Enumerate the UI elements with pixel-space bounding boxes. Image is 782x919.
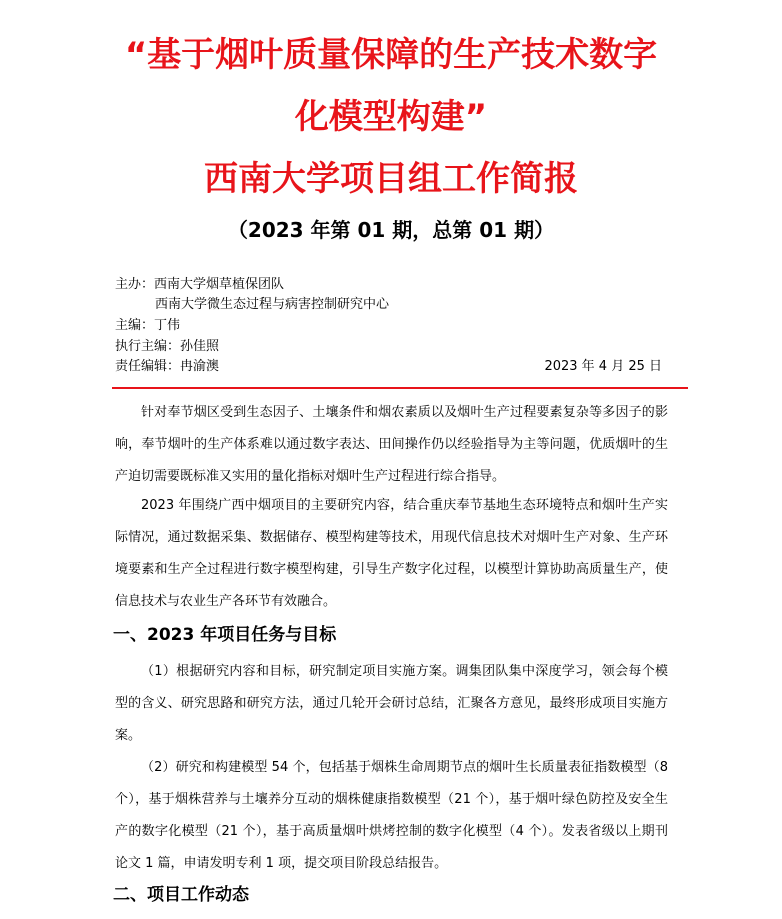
paragraph-intro: 针对奉节烟区受到生态因子、土壤条件和烟农素质以及烟叶生产过程要素复杂等多因子的影响，奉节烟叶的生产体系难以通过数字表达、田间操作仍以经验指导为主等问题，优质烟叶的生产迫切需要既标准又实用的量化指标对烟叶生产过程进行综合指导。 [115,405,668,484]
chief-editor: 主编：丁伟 [115,318,181,333]
header-divider [112,387,688,389]
host-organization-2: 西南大学微生态过程与病害控制研究中心 [155,297,390,312]
section-heading-work-updates: 二、项目工作动态 [113,885,249,905]
executive-editor: 执行主编：孙佳照 [115,339,220,354]
paragraph-task-1: （1）根据研究内容和目标，研究制定项目实施方案。调集团队集中深度学习，领会每个模型的含义、研究思路和研究方法，通过几轮开会研讨总结，汇聚各方意见，最终形成项目实施方案。 [115,664,668,743]
bulletin-title-line-1: “基于烟叶质量保障的生产技术数字 [124,35,658,75]
responsible-editor: 责任编辑：冉渝澳 [115,359,220,374]
publish-date: 2023 年 4 月 25 日 [544,359,662,374]
issue-number: （2023 年第 01 期，总第 01 期） [227,218,555,242]
section-heading-tasks-goals: 一、2023 年项目任务与目标 [113,625,337,645]
bulletin-title-line-3: 西南大学项目组工作简报 [204,159,578,199]
bulletin-title-line-2: 化模型构建” [294,97,488,137]
paragraph-task-2: （2）研究和构建模型 54 个，包括基于烟株生命周期节点的烟叶生长质量表征指数模型（8 个），基于烟株营养与土壤养分互动的烟株健康指数模型（21 个），基于烟叶绿色防控及安全生产的数字化模型（21 个），基于高质量烟叶烘烤控制的数字化模型（4 个）。发表省级以上期刊论文 1 篇，申请发明专利 1 项，提交项目阶段总结报告。 [115,760,668,871]
paragraph-research-2023: 2023 年围绕广西中烟项目的主要研究内容，结合重庆奉节基地生态环境特点和烟叶生产实际情况，通过数据采集、数据储存、模型构建等技术，用现代信息技术对烟叶生产对象、生产环境要素和生产全过程进行数字模型构建，引导生产数字化过程，以模型计算协助高质量生产，使信息技术与农业生产各环节有效融合。 [115,498,668,609]
host-organization: 主办：西南大学烟草植保团队 [115,277,285,292]
